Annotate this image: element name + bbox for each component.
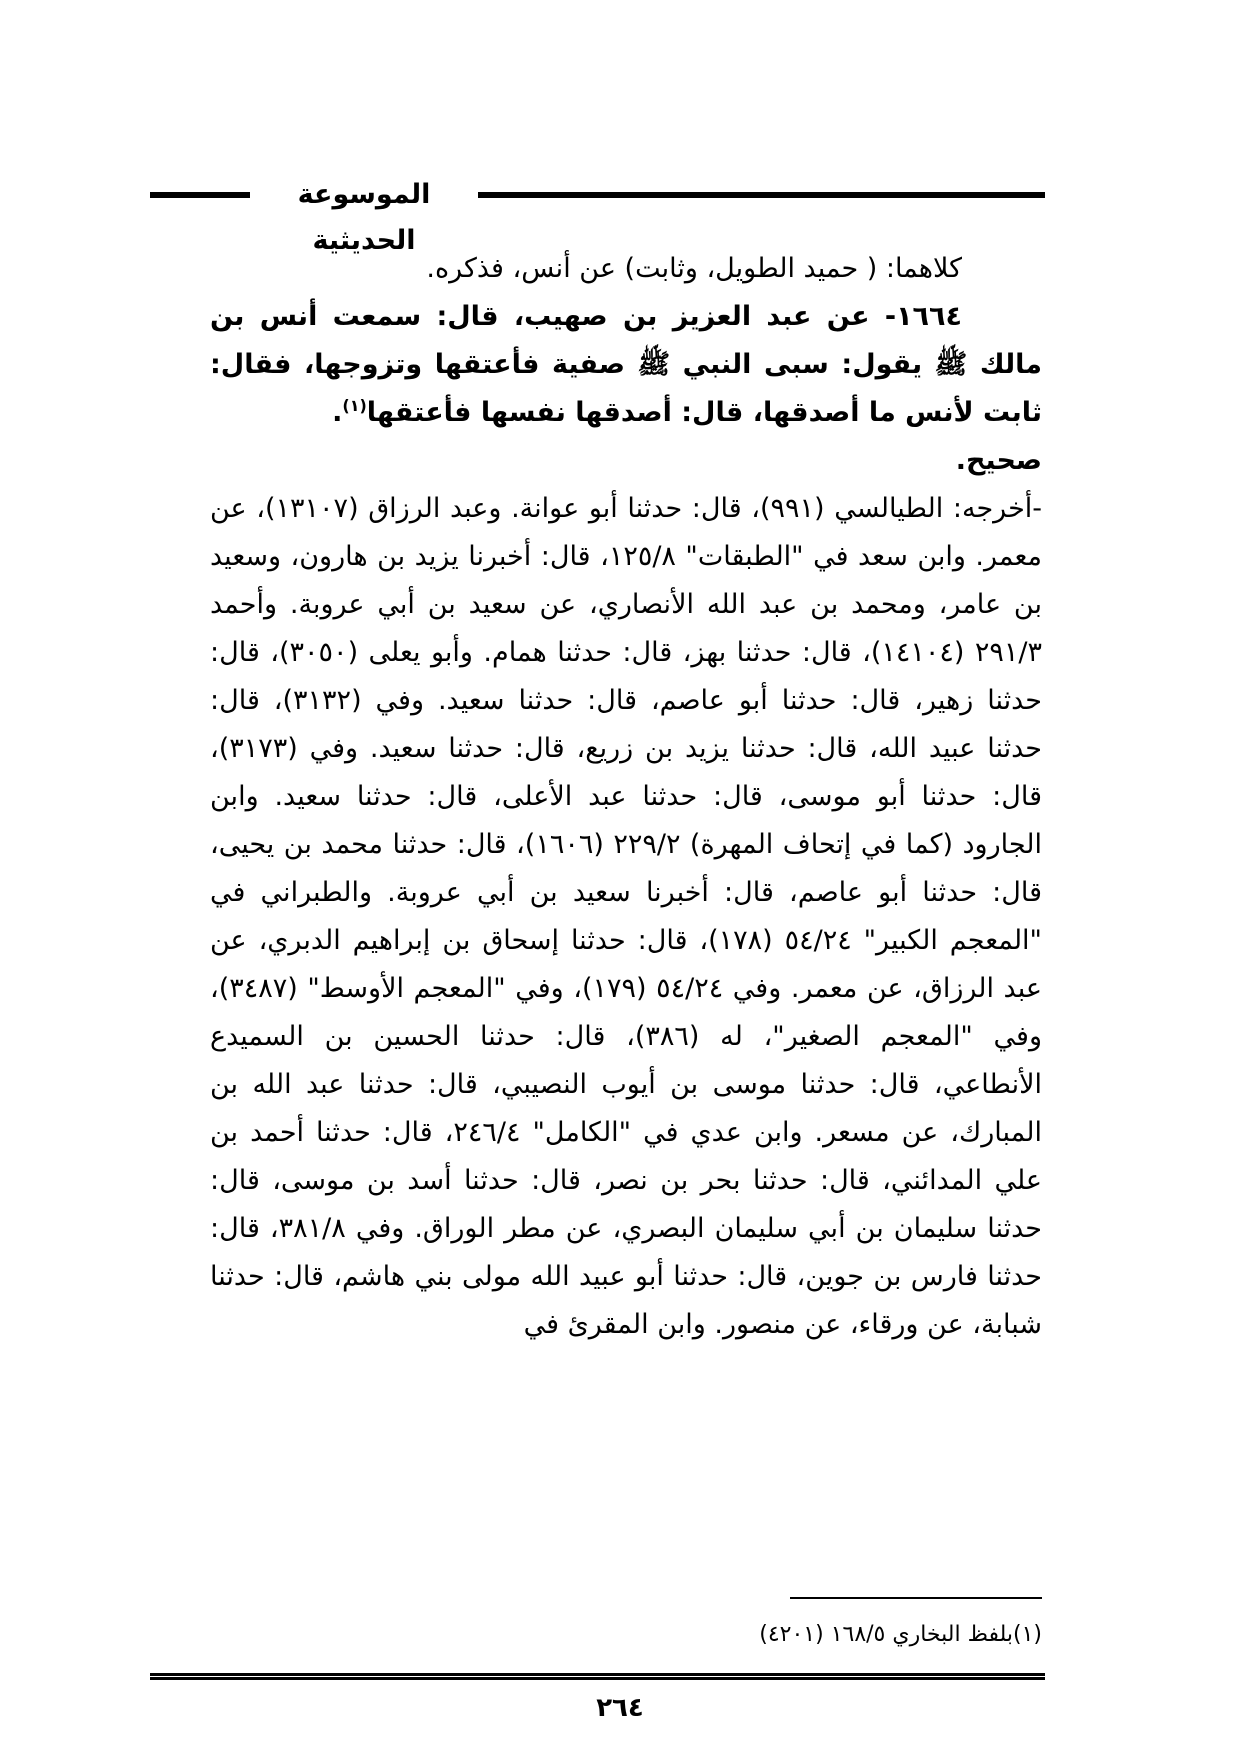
header-rule-right [478,192,1045,198]
bottom-rule [150,1673,1045,1680]
running-header [150,172,1045,256]
hadith-grade: صحيح. [955,445,1042,476]
header-rule-left [150,192,250,198]
hadith-end: . [332,397,343,428]
footnote-rule [790,1597,1042,1599]
page-number: ٢٦٤ [596,1693,644,1723]
footnote: (١)بلفظ البخاري ١٦٨/٥ (٤٢٠١) [759,1622,1042,1647]
takhrij-paragraph: -أخرجه: الطيالسي (٩٩١)، قال: حدثنا أبو عوانة. وعبد الرزاق (١٣١٠٧)، عن معمر. وابن سعد في "الطبقات" ١٢٥/٨، قال: أخبرنا يزيد بن هارون، وسعيد بن عامر، ومحمد بن عبد الله الأنصاري، عن سعيد بن أبي عروبة. وأحمد ٢٩١/٣ (١٤١٠٤)، قال: حدثنا بهز، قال: حدثنا همام. وأبو يعلى (٣٠٥٠)، قال: حدثنا زهير، قال: حدثنا أبو عاصم، قال: حدثنا سعيد. وفي (٣١٣٢)، قال: حدثنا عبيد الله، قال: حدثنا يزيد بن زريع، قال: حدثنا سعيد. وفي (٣١٧٣)، قال: حدثنا أبو موسى، قال: حدثنا عبد الأعلى، قال: حدثنا سعيد. وابن الجارود (كما في إتحاف المهرة) ٢٢٩/٢ (١٦٠٦)، قال: حدثنا محمد بن يحيى، قال: حدثنا أبو عاصم، قال: أخبرنا سعيد بن أبي عروبة. والطبراني في "المعجم الكبير" ٥٤/٢٤ (١٧٨)، قال: حدثنا إسحاق بن إبراهيم الدبري، عن عبد الرزاق، عن معمر. وفي ٥٤/٢٤ (١٧٩)، وفي "المعجم الأوسط" (٣٤٨٧)، وفي "المعجم الصغير"، له (٣٨٦)، قال: حدثنا الحسين بن السميدع الأنطاعي، قال: حدثنا موسى بن أيوب النصيبي، قال: حدثنا عبد الله بن المبارك، عن مسعر. وابن عدي في "الكامل" ٢٤٦/٤، قال: حدثنا أحمد بن علي المدائني، قال: حدثنا بحر بن نصر، قال: حدثنا أسد بن موسى، قال: حدثنا سليمان بن أبي سليمان البصري، عن مطر الوراق. وفي ٣٨١/٨، قال: حدثنا فارس بن جوين، قال: حدثنا أبو عبيد الله مولى بني هاشم، قال: حدثنا شبابة، عن ورقاء، عن منصور. وابن المقرئ في [210,493,1043,1340]
header-title: الموسوعة الحديثية [297,179,431,256]
hadith-body: ١٦٦٤- عن عبد العزيز بن صهيب، قال: سمعت أنس بن مالك ﷺ يقول: سبى النبي ﷺ صفية فأعتقها وتزوجها، فقال: ثابت لأنس ما أصدقها، قال: أصدقها نفسها فأعتقها [210,301,1042,428]
main-text [210,245,1042,1349]
footnote-marker[interactable]: (١) [342,396,367,415]
intro-line: كلاهما: ( حميد الطويل، وثابت) عن أنس، فذكره. [426,253,962,284]
hadith-text [210,293,1042,437]
